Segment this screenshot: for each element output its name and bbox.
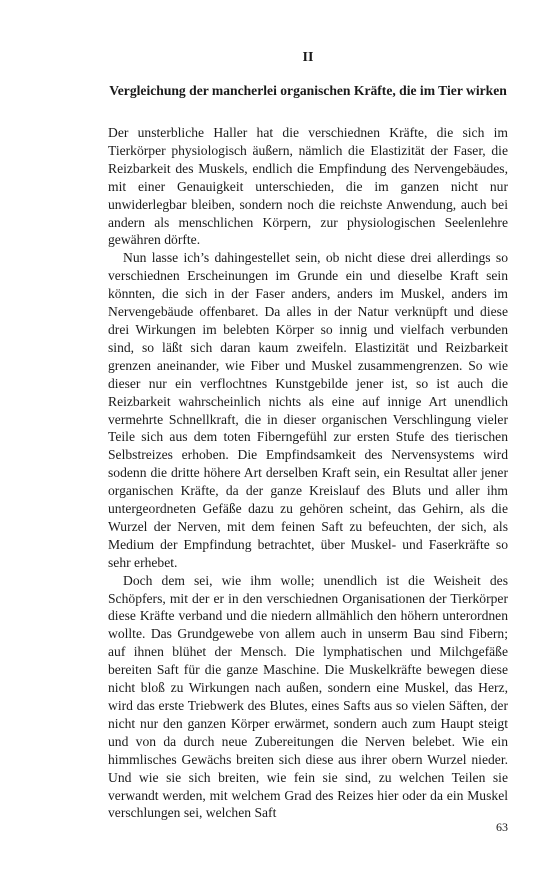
page-number: 63 bbox=[496, 820, 508, 834]
chapter-title: Vergleichung der mancherlei organischen Kräfte, die im Tier wirken bbox=[109, 83, 507, 98]
chapter-number: II bbox=[302, 50, 314, 65]
body-text bbox=[108, 124, 508, 822]
paragraph-2: Nun lasse ich’s dahingestellet sein, ob nicht diese drei allerdings so verschiednen Erscheinungen im Grunde ein und dieselbe Kraft sein könnten, die sich in der Faser anders, anders im Muskel, anders im Nervengebäude offenbaret. Da alles in der Natur verknüpft und diese drei Wirkungen im belebten Körper so innig und vielfach verbunden sind, so läßt sich daran kaum zweifeln. Elastizität und Reizbarkeit grenzen aneinander, wie Fiber und Muskel zusammengrenzen. So wie dieser nur ein verflochtnes Kunstgebilde jener ist, so ist auch die Reizbarkeit wahrscheinlich nichts als eine auf innige Art unendlich vermehrte Schnellkraft, die in dieser organischen Verschlingung vieler Teile sich aus dem toten Fiberngefühl zur ersten Stufe des tierischen Selbstreizes erhoben. Die Empfindsamkeit des Nervensystems wird sodenn die dritte höhere Art derselben Kraft sein, ein Resultat aller jener organischen Kräfte, da der ganze Kreislauf des Bluts und aller ihm untergeordneten Gefäße dazu zu gehören scheint, das Gehirn, als die Wurzel der Nerven, mit dem feinen Saft zu befeuchten, der sich, als Medium der Empfindung betrachtet, über Muskel- und Faserkräfte so sehr erhebet. bbox=[108, 250, 508, 570]
paragraph-3: Doch dem sei, wie ihm wolle; unendlich ist die Weisheit des Schöpfers, mit der er in den verschiednen Organisationen der Tierkörper diese Kräfte verband und die niedern allmählich den höhern unterordnen wollte. Das Grundgewebe von allem auch in unserm Bau sind Fibern; auf ihnen blühet der Mensch. Die lymphatischen und Milchgefäße bereiten Saft für die ganze Maschine. Die Muskelkräfte bewegen diese nicht bloß zu Wirkungen nach außen, sondern eine Muskel, das Herz, wird das erste Triebwerk des Blutes, eines Safts aus so vielen Säften, der nicht nur den ganzen Körper erwärmet, sondern auch zum Haupt steigt und von da durch neue Zubereitungen die Nerven belebet. Wie ein himmlisches Gewächs breiten sich diese aus ihrer obern Wurzel nieder. Und wie sie sich breiten, wie fein sie sind, zu welchen Teilen sie verwandt werden, mit welchem Grad des Reizes hier oder da ein Muskel verschlungen sei, welchen Saft bbox=[108, 572, 508, 821]
book-page bbox=[108, 0, 508, 880]
paragraph-1: Der unsterbliche Haller hat die verschiednen Kräfte, die sich im Tierkörper physiologisch äußern, nämlich die Elastizität der Faser, die Reizbarkeit des Muskels, endlich die Empfindung des Nervengebäudes, mit einer Genauigkeit unterschieden, die im ganzen nicht nur unwiderlegbar bleiben, sondern noch die reichste Anwendung, auch bei andern als menschlichen Körpern, zur physiologischen Seelenlehre gewähren dörfte. bbox=[108, 125, 508, 248]
